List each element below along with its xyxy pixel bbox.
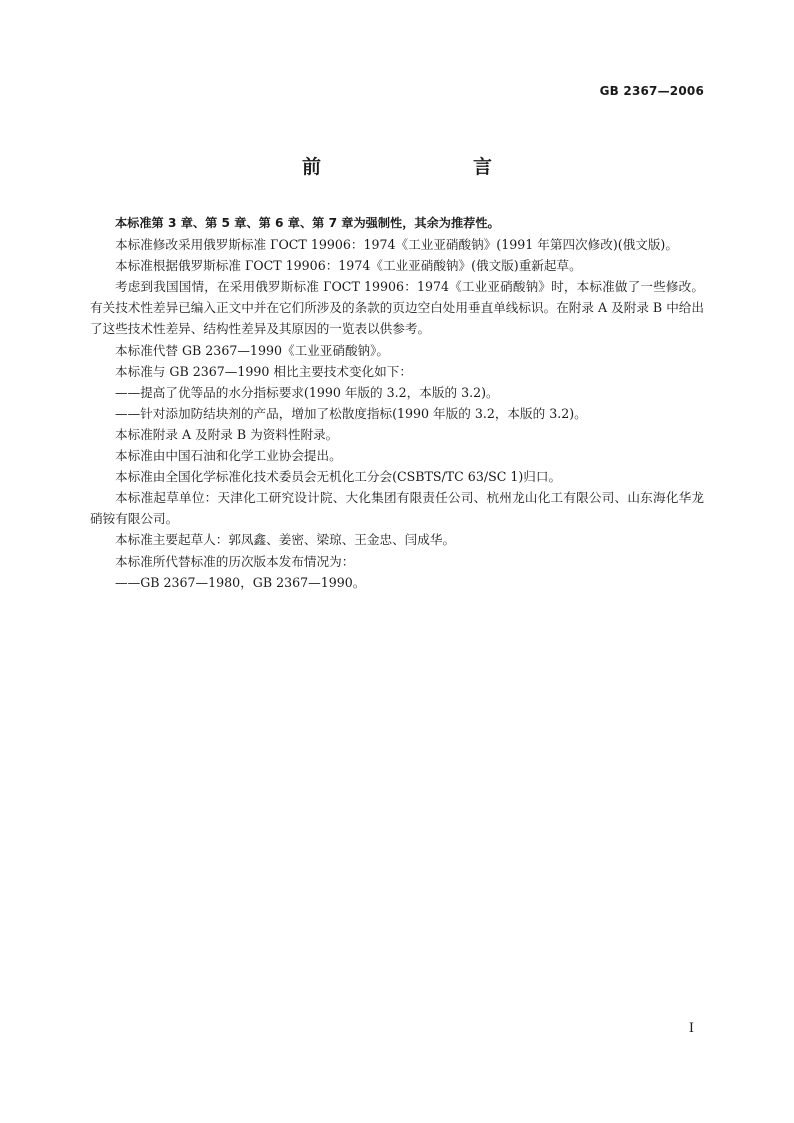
paragraph-proposed-by: 本标准由中国石油和化学工业协会提出。 — [115, 448, 342, 464]
paragraph-previous-editions: 本标准所代替标准的历次版本发布情况为： — [115, 553, 355, 569]
list-item-change-looseness: ——针对添加防结块剂的产品，增加了松散度指标(1990 年版的 3.2，本版的 3.2)。 — [115, 405, 587, 421]
paragraph-drafting-units: 本标准起草单位：天津化工研究设计院、大化集团有限责任公司、杭州龙山化工有限公司、山东海化华龙硝铵有限公司。 — [90, 490, 704, 527]
paragraph-centralized-by: 本标准由全国化学标准化技术委员会无机化工分会(CSBTS/TC 63/SC 1)归口。 — [115, 469, 562, 485]
list-item-previous-editions: ——GB 2367—1980，GB 2367—1990。 — [115, 574, 366, 590]
paragraph-adoption: 本标准修改采用俄罗斯标准 ГОСТ 19906：1974《工业亚硝酸钠》(1991 年第四次修改)(俄文版)。 — [115, 237, 678, 253]
paragraph-replaces: 本标准代替 GB 2367—1990《工业亚硝酸钠》。 — [115, 342, 390, 358]
page-title: 前 言 — [301, 156, 530, 178]
paragraph-mandatory-clauses: 本标准第 3 章、第 5 章、第 6 章、第 7 章为强制性，其余为推荐性。 — [115, 216, 500, 230]
paragraph-drafters: 本标准主要起草人：郭凤鑫、姜密、梁琼、王金忠、闫成华。 — [115, 532, 456, 548]
preface-body — [90, 213, 704, 593]
list-item-change-moisture: ——提高了优等品的水分指标要求(1990 年版的 3.2，本版的 3.2)。 — [115, 384, 499, 400]
page-number: I — [688, 1021, 694, 1036]
paragraph-changes-intro: 本标准与 GB 2367—1990 相比主要技术变化如下： — [115, 363, 412, 379]
paragraph-modifications: 考虑到我国国情，在采用俄罗斯标准 ГОСТ 19906：1974《工业亚硝酸钠》时，本标准做了一些修改。有关技术性差异已编入正文中并在它们所涉及的条款的页边空白处用垂直单线标识。在附录 A 及附录 B 中给出了这些技术性差异、结构性差异及其原因的一览表以供参考。 — [90, 279, 704, 337]
paragraph-redrafting: 本标准根据俄罗斯标准 ГОСТ 19906：1974《工业亚硝酸钠》(俄文版)重新起草。 — [115, 258, 582, 274]
standard-code: GB 2367—2006 — [599, 84, 704, 98]
paragraph-annexes: 本标准附录 A 及附录 B 为资料性附录。 — [115, 426, 339, 442]
